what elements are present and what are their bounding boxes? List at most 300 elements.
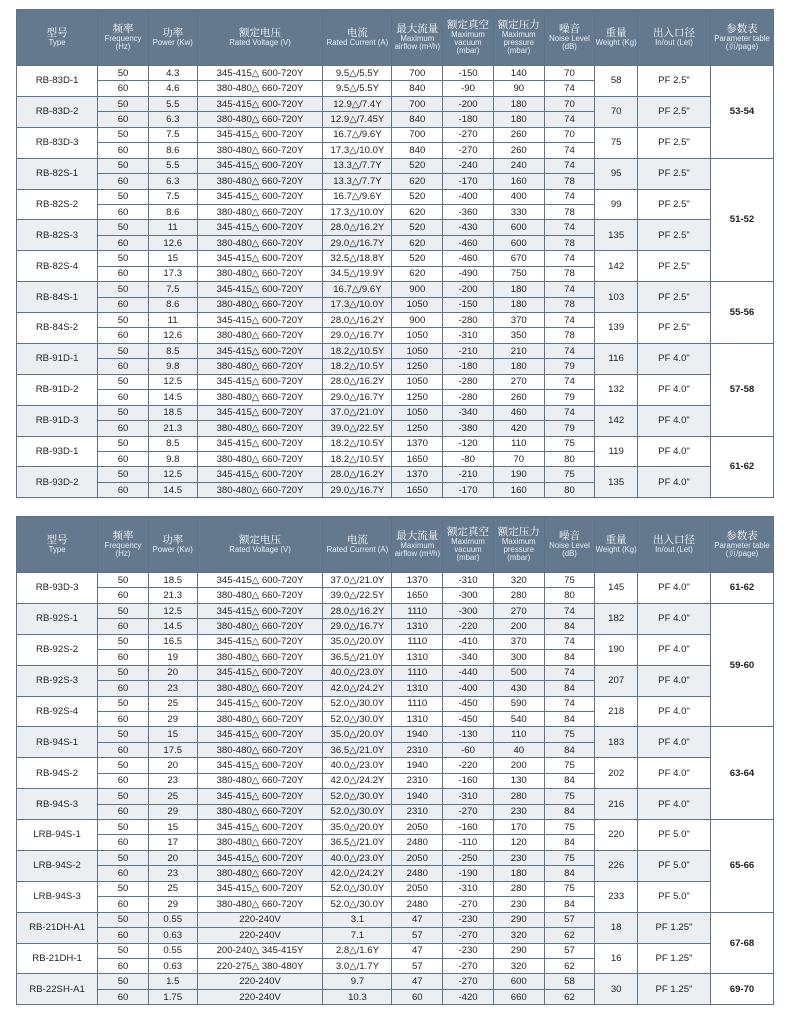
max-pressure: 280 bbox=[493, 588, 544, 603]
max-pressure: 320 bbox=[493, 928, 544, 943]
rated-voltage: 380-480△ 660-720Y bbox=[197, 711, 323, 726]
rated-voltage: 345-415△ 600-720Y bbox=[197, 467, 323, 482]
noise-level: 78 bbox=[544, 297, 595, 312]
column-header bbox=[443, 517, 494, 573]
weight: 135 bbox=[595, 467, 638, 498]
column-header-en: Power (Kw) bbox=[152, 37, 193, 47]
max-airflow: 1110 bbox=[392, 696, 443, 711]
frequency: 60 bbox=[98, 866, 149, 881]
max-pressure: 230 bbox=[493, 850, 544, 865]
column-header bbox=[148, 517, 197, 573]
in-out-port: PF 5.0" bbox=[637, 881, 710, 912]
noise-level: 74 bbox=[544, 143, 595, 158]
max-airflow: 900 bbox=[392, 313, 443, 328]
noise-level: 84 bbox=[544, 866, 595, 881]
rated-voltage: 380-480△ 660-720Y bbox=[197, 266, 323, 281]
max-vacuum: -300 bbox=[443, 588, 494, 603]
power: 5.5 bbox=[148, 96, 197, 111]
max-pressure: 270 bbox=[493, 374, 544, 389]
table-row bbox=[17, 634, 774, 649]
table-row bbox=[17, 727, 774, 742]
rated-current: 52.0△/30.0Y bbox=[323, 881, 392, 896]
max-airflow: 520 bbox=[392, 220, 443, 235]
max-airflow: 1940 bbox=[392, 727, 443, 742]
parameter-page: 67-68 bbox=[711, 912, 774, 974]
model-type: RB-94S-1 bbox=[17, 727, 98, 758]
frequency: 50 bbox=[98, 127, 149, 142]
max-pressure: 260 bbox=[493, 143, 544, 158]
rated-voltage: 380-480△ 660-720Y bbox=[197, 112, 323, 127]
in-out-port: PF 4.0" bbox=[637, 343, 710, 374]
weight: 99 bbox=[595, 189, 638, 220]
max-pressure: 230 bbox=[493, 897, 544, 912]
max-vacuum: -170 bbox=[443, 174, 494, 189]
model-type: RB-93D-3 bbox=[17, 573, 98, 604]
noise-level: 74 bbox=[544, 343, 595, 358]
noise-level: 84 bbox=[544, 619, 595, 634]
weight: 135 bbox=[595, 220, 638, 251]
noise-level: 70 bbox=[544, 96, 595, 111]
power: 21.3 bbox=[148, 588, 197, 603]
noise-level: 74 bbox=[544, 189, 595, 204]
max-vacuum: -240 bbox=[443, 158, 494, 173]
frequency: 50 bbox=[98, 220, 149, 235]
table-row bbox=[17, 820, 774, 835]
model-type: RB-94S-3 bbox=[17, 789, 98, 820]
rated-current: 35.0△/20.0Y bbox=[323, 634, 392, 649]
frequency: 60 bbox=[98, 482, 149, 497]
max-vacuum: -200 bbox=[443, 96, 494, 111]
power: 17.3 bbox=[148, 266, 197, 281]
parameter-page: 51-52 bbox=[711, 158, 774, 282]
max-airflow: 1110 bbox=[392, 634, 443, 649]
max-vacuum: -440 bbox=[443, 665, 494, 680]
max-pressure: 210 bbox=[493, 343, 544, 358]
max-vacuum: -270 bbox=[443, 974, 494, 989]
in-out-port: PF 4.0" bbox=[637, 405, 710, 436]
max-pressure: 180 bbox=[493, 297, 544, 312]
rated-current: 12.9△/7.4Y bbox=[323, 96, 392, 111]
max-airflow: 840 bbox=[392, 143, 443, 158]
max-airflow: 2480 bbox=[392, 866, 443, 881]
noise-level: 75 bbox=[544, 850, 595, 865]
frequency: 50 bbox=[98, 282, 149, 297]
in-out-port: PF 2.5" bbox=[637, 66, 710, 97]
max-pressure: 120 bbox=[493, 835, 544, 850]
table-row bbox=[17, 758, 774, 773]
rated-voltage: 345-415△ 600-720Y bbox=[197, 189, 323, 204]
weight: 132 bbox=[595, 374, 638, 405]
column-header-en: Frequency (Hz) bbox=[104, 540, 142, 558]
max-pressure: 600 bbox=[493, 974, 544, 989]
frequency: 60 bbox=[98, 143, 149, 158]
frequency: 50 bbox=[98, 820, 149, 835]
rated-voltage: 380-480△ 660-720Y bbox=[197, 81, 323, 96]
rated-voltage: 345-415△ 600-720Y bbox=[197, 251, 323, 266]
model-type: RB-91D-3 bbox=[17, 405, 98, 436]
noise-level: 80 bbox=[544, 482, 595, 497]
rated-voltage: 380-480△ 660-720Y bbox=[197, 421, 323, 436]
max-pressure: 670 bbox=[493, 251, 544, 266]
model-type: RB-22SH-A1 bbox=[17, 974, 98, 1005]
rated-voltage: 220-240V bbox=[197, 928, 323, 943]
rated-voltage: 345-415△ 600-720Y bbox=[197, 436, 323, 451]
power: 16.5 bbox=[148, 634, 197, 649]
weight: 207 bbox=[595, 665, 638, 696]
max-pressure: 180 bbox=[493, 96, 544, 111]
frequency: 50 bbox=[98, 313, 149, 328]
rated-voltage: 345-415△ 600-720Y bbox=[197, 758, 323, 773]
rated-voltage: 380-480△ 660-720Y bbox=[197, 681, 323, 696]
max-vacuum: -90 bbox=[443, 81, 494, 96]
rated-voltage: 345-415△ 600-720Y bbox=[197, 850, 323, 865]
model-type: RB-93D-2 bbox=[17, 467, 98, 498]
power: 25 bbox=[148, 789, 197, 804]
rated-current: 12.9△/7.45Y bbox=[323, 112, 392, 127]
rated-voltage: 380-480△ 660-720Y bbox=[197, 328, 323, 343]
frequency: 50 bbox=[98, 850, 149, 865]
noise-level: 74 bbox=[544, 696, 595, 711]
max-vacuum: -400 bbox=[443, 681, 494, 696]
rated-voltage: 345-415△ 600-720Y bbox=[197, 405, 323, 420]
frequency: 50 bbox=[98, 189, 149, 204]
rated-current: 17.3△/10.0Y bbox=[323, 143, 392, 158]
power: 7.5 bbox=[148, 282, 197, 297]
rated-current: 52.0△/30.0Y bbox=[323, 897, 392, 912]
weight: 95 bbox=[595, 158, 638, 189]
frequency: 60 bbox=[98, 619, 149, 634]
in-out-port: PF 5.0" bbox=[637, 850, 710, 881]
power: 12.5 bbox=[148, 467, 197, 482]
max-pressure: 40 bbox=[493, 742, 544, 757]
in-out-port: PF 1.25" bbox=[637, 974, 710, 1005]
max-vacuum: -340 bbox=[443, 650, 494, 665]
column-header-en: Maximum pressure (mbar) bbox=[501, 29, 536, 56]
table-row bbox=[17, 665, 774, 680]
frequency: 50 bbox=[98, 943, 149, 958]
weight: 116 bbox=[595, 343, 638, 374]
power: 7.5 bbox=[148, 127, 197, 142]
in-out-port: PF 2.5" bbox=[637, 96, 710, 127]
rated-voltage: 380-480△ 660-720Y bbox=[197, 174, 323, 189]
frequency: 60 bbox=[98, 359, 149, 374]
noise-level: 79 bbox=[544, 359, 595, 374]
noise-level: 75 bbox=[544, 436, 595, 451]
rated-current: 29.0△/16.7Y bbox=[323, 328, 392, 343]
max-pressure: 600 bbox=[493, 235, 544, 250]
model-type: RB-94S-2 bbox=[17, 758, 98, 789]
in-out-port: PF 4.0" bbox=[637, 603, 710, 634]
power: 8.6 bbox=[148, 143, 197, 158]
max-pressure: 260 bbox=[493, 390, 544, 405]
max-pressure: 270 bbox=[493, 603, 544, 618]
noise-level: 70 bbox=[544, 127, 595, 142]
rated-current: 10.3 bbox=[323, 989, 392, 1004]
power: 7.5 bbox=[148, 189, 197, 204]
rated-current: 42.0△/24.2Y bbox=[323, 681, 392, 696]
rated-current: 32.5△/18.8Y bbox=[323, 251, 392, 266]
rated-voltage: 345-415△ 600-720Y bbox=[197, 313, 323, 328]
rated-current: 9.5△/5.5Y bbox=[323, 66, 392, 81]
max-vacuum: -270 bbox=[443, 127, 494, 142]
noise-level: 74 bbox=[544, 374, 595, 389]
max-vacuum: -340 bbox=[443, 405, 494, 420]
max-vacuum: -310 bbox=[443, 328, 494, 343]
table-row bbox=[17, 696, 774, 711]
in-out-port: PF 2.5" bbox=[637, 127, 710, 158]
power: 29 bbox=[148, 897, 197, 912]
max-vacuum: -80 bbox=[443, 451, 494, 466]
rated-voltage: 345-415△ 600-720Y bbox=[197, 374, 323, 389]
weight: 218 bbox=[595, 696, 638, 727]
model-type: RB-91D-2 bbox=[17, 374, 98, 405]
rated-current: 13.3△/7.7Y bbox=[323, 158, 392, 173]
column-header bbox=[98, 517, 149, 573]
column-header-zh: 型号 bbox=[46, 533, 68, 546]
power: 0.55 bbox=[148, 912, 197, 927]
max-airflow: 2310 bbox=[392, 773, 443, 788]
frequency: 60 bbox=[98, 773, 149, 788]
noise-level: 57 bbox=[544, 912, 595, 927]
max-airflow: 2050 bbox=[392, 850, 443, 865]
column-header-zh: 频率 bbox=[112, 529, 134, 542]
max-vacuum: -430 bbox=[443, 220, 494, 235]
noise-level: 84 bbox=[544, 835, 595, 850]
noise-level: 62 bbox=[544, 928, 595, 943]
spec-table-2 bbox=[16, 516, 774, 1005]
noise-level: 84 bbox=[544, 804, 595, 819]
noise-level: 84 bbox=[544, 650, 595, 665]
noise-level: 75 bbox=[544, 467, 595, 482]
max-pressure: 460 bbox=[493, 405, 544, 420]
rated-current: 9.7 bbox=[323, 974, 392, 989]
model-type: RB-83D-2 bbox=[17, 96, 98, 127]
rated-voltage: 345-415△ 600-720Y bbox=[197, 343, 323, 358]
max-airflow: 2480 bbox=[392, 835, 443, 850]
frequency: 50 bbox=[98, 343, 149, 358]
table-row bbox=[17, 313, 774, 328]
rated-voltage: 380-480△ 660-720Y bbox=[197, 143, 323, 158]
noise-level: 74 bbox=[544, 405, 595, 420]
rated-current: 28.0△/16.2Y bbox=[323, 220, 392, 235]
power: 20 bbox=[148, 850, 197, 865]
rated-voltage: 380-480△ 660-720Y bbox=[197, 835, 323, 850]
max-airflow: 700 bbox=[392, 127, 443, 142]
weight: 220 bbox=[595, 820, 638, 851]
noise-level: 84 bbox=[544, 742, 595, 757]
max-airflow: 2050 bbox=[392, 881, 443, 896]
power: 14.5 bbox=[148, 619, 197, 634]
frequency: 50 bbox=[98, 158, 149, 173]
rated-current: 16.7△/9.6Y bbox=[323, 282, 392, 297]
noise-level: 75 bbox=[544, 881, 595, 896]
max-vacuum: -210 bbox=[443, 467, 494, 482]
table-row bbox=[17, 282, 774, 297]
column-header-zh: 出入口径 bbox=[653, 26, 695, 39]
frequency: 50 bbox=[98, 974, 149, 989]
column-header-en: Rated Voltage (V) bbox=[229, 544, 291, 554]
max-airflow: 840 bbox=[392, 112, 443, 127]
table-row bbox=[17, 96, 774, 111]
model-type: LRB-94S-2 bbox=[17, 850, 98, 881]
rated-voltage: 380-480△ 660-720Y bbox=[197, 204, 323, 219]
rated-current: 42.0△/24.2Y bbox=[323, 773, 392, 788]
power: 14.5 bbox=[148, 390, 197, 405]
parameter-page: 63-64 bbox=[711, 727, 774, 820]
max-pressure: 190 bbox=[493, 467, 544, 482]
max-airflow: 840 bbox=[392, 81, 443, 96]
in-out-port: PF 4.0" bbox=[637, 634, 710, 665]
rated-current: 7.1 bbox=[323, 928, 392, 943]
max-airflow: 47 bbox=[392, 974, 443, 989]
rated-voltage: 220-240V bbox=[197, 989, 323, 1004]
max-vacuum: -270 bbox=[443, 928, 494, 943]
model-type: RB-92S-2 bbox=[17, 634, 98, 665]
column-header-en: Rated Current (A) bbox=[326, 37, 389, 47]
noise-level: 62 bbox=[544, 989, 595, 1004]
rated-voltage: 380-480△ 660-720Y bbox=[197, 482, 323, 497]
model-type: RB-82S-2 bbox=[17, 189, 98, 220]
column-header bbox=[711, 517, 774, 573]
noise-level: 74 bbox=[544, 634, 595, 649]
frequency: 60 bbox=[98, 650, 149, 665]
frequency: 60 bbox=[98, 588, 149, 603]
column-header-zh: 功率 bbox=[162, 26, 184, 39]
max-pressure: 160 bbox=[493, 174, 544, 189]
noise-level: 75 bbox=[544, 727, 595, 742]
max-airflow: 47 bbox=[392, 943, 443, 958]
weight: 70 bbox=[595, 96, 638, 127]
weight: 30 bbox=[595, 974, 638, 1005]
noise-level: 80 bbox=[544, 451, 595, 466]
max-pressure: 320 bbox=[493, 573, 544, 588]
noise-level: 74 bbox=[544, 603, 595, 618]
model-type: RB-82S-3 bbox=[17, 220, 98, 251]
rated-current: 39.0△/22.5Y bbox=[323, 588, 392, 603]
column-header bbox=[323, 517, 392, 573]
rated-voltage: 220-240V bbox=[197, 912, 323, 927]
rated-voltage: 345-415△ 600-720Y bbox=[197, 634, 323, 649]
rated-voltage: 220-275△ 380-480Y bbox=[197, 958, 323, 973]
rated-current: 39.0△/22.5Y bbox=[323, 421, 392, 436]
table-row bbox=[17, 436, 774, 451]
column-header-zh: 额定压力 bbox=[497, 525, 540, 538]
max-pressure: 750 bbox=[493, 266, 544, 281]
weight: 145 bbox=[595, 573, 638, 604]
column-header-en: Weight (Kg) bbox=[595, 37, 637, 47]
max-airflow: 1370 bbox=[392, 467, 443, 482]
power: 12.6 bbox=[148, 235, 197, 250]
table-row bbox=[17, 974, 774, 989]
frequency: 60 bbox=[98, 81, 149, 96]
column-header-en: Maximum airflow (m³/h) bbox=[394, 540, 441, 558]
in-out-port: PF 2.5" bbox=[637, 158, 710, 189]
in-out-port: PF 4.0" bbox=[637, 374, 710, 405]
table-row bbox=[17, 467, 774, 482]
max-pressure: 240 bbox=[493, 158, 544, 173]
frequency: 50 bbox=[98, 789, 149, 804]
frequency: 50 bbox=[98, 66, 149, 81]
rated-voltage: 345-415△ 600-720Y bbox=[197, 820, 323, 835]
column-header-en: Weight (Kg) bbox=[595, 544, 637, 554]
model-type: RB-83D-1 bbox=[17, 66, 98, 97]
rated-current: 52.0△/30.0Y bbox=[323, 804, 392, 819]
noise-level: 84 bbox=[544, 897, 595, 912]
column-header-zh: 参数表 bbox=[726, 22, 758, 35]
frequency: 50 bbox=[98, 251, 149, 266]
rated-voltage: 345-415△ 600-720Y bbox=[197, 696, 323, 711]
rated-voltage: 345-415△ 600-720Y bbox=[197, 881, 323, 896]
max-pressure: 420 bbox=[493, 421, 544, 436]
table-row bbox=[17, 881, 774, 896]
weight: 190 bbox=[595, 634, 638, 665]
column-header-zh: 频率 bbox=[112, 22, 134, 35]
max-vacuum: -450 bbox=[443, 696, 494, 711]
max-vacuum: -180 bbox=[443, 359, 494, 374]
rated-voltage: 380-480△ 660-720Y bbox=[197, 451, 323, 466]
rated-voltage: 345-415△ 600-720Y bbox=[197, 127, 323, 142]
column-header-zh: 参数表 bbox=[726, 529, 758, 542]
noise-level: 57 bbox=[544, 943, 595, 958]
column-header bbox=[544, 10, 595, 66]
table-row bbox=[17, 220, 774, 235]
model-type: LRB-94S-1 bbox=[17, 820, 98, 851]
frequency: 50 bbox=[98, 665, 149, 680]
in-out-port: PF 4.0" bbox=[637, 727, 710, 758]
power: 25 bbox=[148, 696, 197, 711]
max-airflow: 1650 bbox=[392, 588, 443, 603]
max-airflow: 1370 bbox=[392, 573, 443, 588]
max-airflow: 57 bbox=[392, 928, 443, 943]
max-airflow: 700 bbox=[392, 66, 443, 81]
noise-level: 62 bbox=[544, 958, 595, 973]
max-airflow: 1940 bbox=[392, 789, 443, 804]
rated-current: 18.2△/10.5Y bbox=[323, 343, 392, 358]
rated-voltage: 220-240V bbox=[197, 974, 323, 989]
power: 4.6 bbox=[148, 81, 197, 96]
rated-voltage: 380-480△ 660-720Y bbox=[197, 359, 323, 374]
weight: 183 bbox=[595, 727, 638, 758]
noise-level: 74 bbox=[544, 251, 595, 266]
noise-level: 74 bbox=[544, 282, 595, 297]
max-vacuum: -280 bbox=[443, 313, 494, 328]
rated-current: 52.0△/30.0Y bbox=[323, 789, 392, 804]
power: 6.3 bbox=[148, 112, 197, 127]
model-type: RB-21DH-A1 bbox=[17, 912, 98, 943]
column-header-zh: 电流 bbox=[346, 26, 368, 39]
max-vacuum: -210 bbox=[443, 343, 494, 358]
max-vacuum: -230 bbox=[443, 943, 494, 958]
column-header-zh: 重量 bbox=[605, 533, 627, 546]
max-vacuum: -270 bbox=[443, 804, 494, 819]
noise-level: 79 bbox=[544, 421, 595, 436]
noise-level: 84 bbox=[544, 773, 595, 788]
max-vacuum: -420 bbox=[443, 989, 494, 1004]
model-type: RB-92S-1 bbox=[17, 603, 98, 634]
max-vacuum: -60 bbox=[443, 742, 494, 757]
max-vacuum: -180 bbox=[443, 112, 494, 127]
weight: 142 bbox=[595, 251, 638, 282]
column-header-en: Maximum vacuum (mbar) bbox=[451, 536, 485, 563]
max-vacuum: -110 bbox=[443, 835, 494, 850]
rated-current: 28.0△/16.2Y bbox=[323, 313, 392, 328]
max-vacuum: -220 bbox=[443, 619, 494, 634]
in-out-port: PF 2.5" bbox=[637, 189, 710, 220]
column-header bbox=[17, 10, 98, 66]
frequency: 50 bbox=[98, 696, 149, 711]
noise-level: 75 bbox=[544, 758, 595, 773]
max-pressure: 260 bbox=[493, 127, 544, 142]
